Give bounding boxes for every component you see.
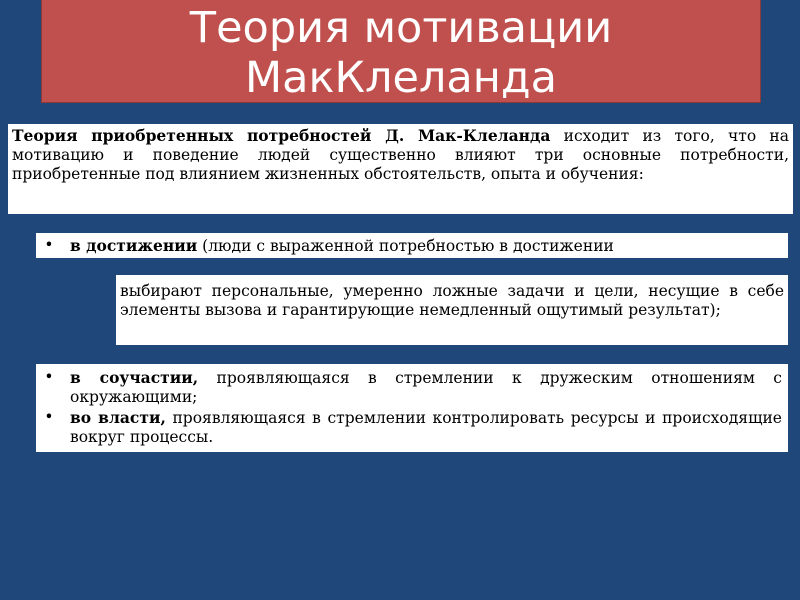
achievement-text: (люди с выраженной потребностью в достижении	[197, 237, 614, 255]
bullet-icon: •	[44, 408, 54, 426]
slide-title	[41, 0, 761, 103]
slide-title-line1: Теория мотивации	[189, 3, 613, 53]
achievement-bold-text: в достижении	[70, 236, 198, 255]
intro-bold-text: Теория приобретенных потребностей Д. Мак-Клеланда	[12, 126, 551, 145]
list-item-power	[42, 408, 782, 447]
intro-text-box	[8, 124, 793, 214]
power-bold-text: во власти,	[70, 408, 166, 427]
list-item-achievement	[42, 236, 782, 256]
power-text: проявляющаяся в стремлении контролировать ресурсы и происходящие вокруг процессы.	[70, 409, 782, 446]
bullet-icon: •	[44, 368, 54, 386]
achievement-continuation-box	[116, 275, 788, 345]
slide-title-line2: МакКлеланда	[245, 53, 557, 103]
list-item-affiliation	[42, 368, 782, 407]
achievement-continuation-text: выбирают персональные, умеренно ложные задачи и цели, несущие в себе элементы вызова и гарантирующие немедленный ощутимый результат);	[120, 282, 784, 319]
intro-text: исходит из того, что на мотивацию и поведение людей существенно влияют три основные потребности, приобретенные под влиянием жизненных обстоятельств, опыта и обучения:	[12, 127, 790, 183]
affiliation-text: проявляющаяся в стремлении к дружеским отношениям с окружающими;	[70, 369, 782, 406]
achievement-box	[36, 233, 788, 258]
needs-list-box	[36, 364, 788, 452]
affiliation-bold-text: в соучастии,	[70, 368, 199, 387]
bullet-icon: •	[44, 236, 54, 254]
